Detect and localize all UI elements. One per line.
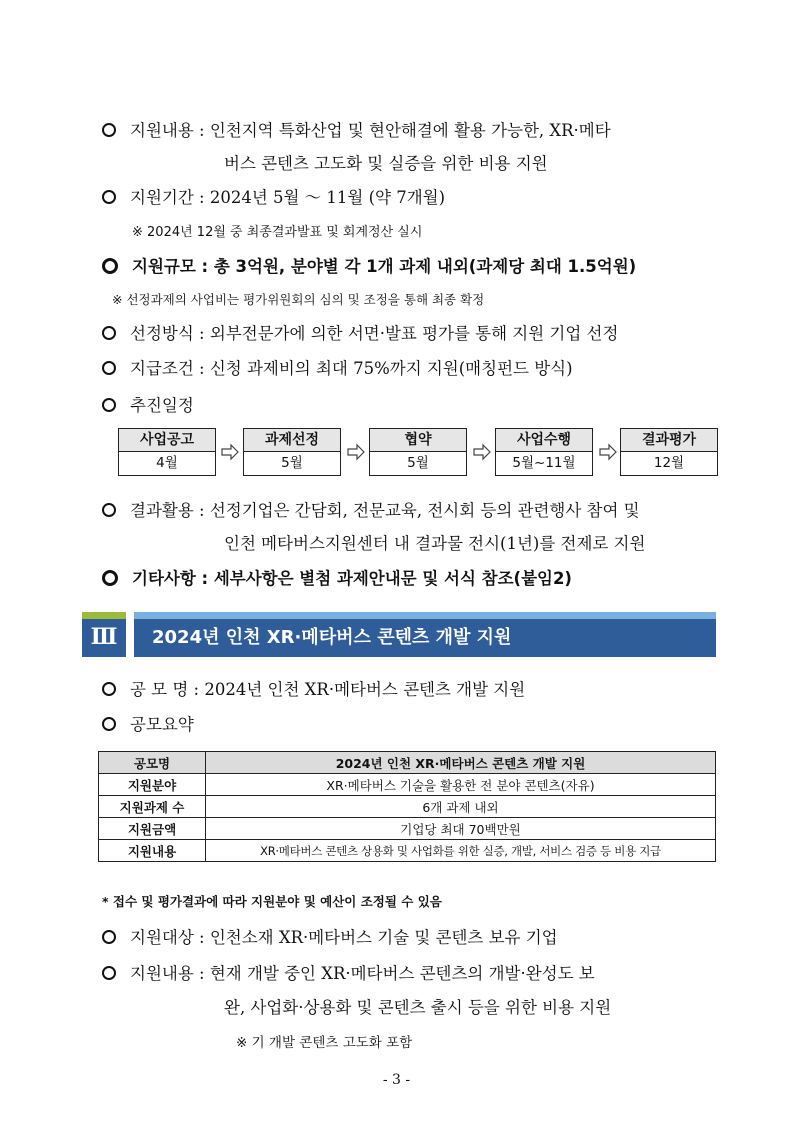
schedule-step-title: 결과평가 (621, 429, 717, 452)
bullet-circle-icon (102, 682, 116, 696)
bullet-circle-icon (102, 258, 118, 274)
period-note: ※ 2024년 12월 중 최종결과발표 및 회계정산 실시 (132, 225, 423, 240)
bullet-circle-icon (102, 326, 116, 340)
page-number: - 3 - (382, 1072, 411, 1088)
support-content-line: 지원내용 : 인천지역 특화산업 및 현안해결에 활용 가능한, XR·메타 (102, 117, 611, 141)
arrow-right-icon (472, 442, 492, 462)
table-value: XR·메타버스 콘텐츠 상용화 및 사업화를 위한 실증, 개발, 서비스 검증 등 비용 지급 (206, 840, 716, 862)
table-value: 기업당 최대 70백만원 (206, 818, 716, 840)
scale-note: ※ 선정과제의 사업비는 평가위원회의 심의 및 조정을 통해 최종 확정 (112, 292, 485, 307)
schedule-step (369, 428, 467, 476)
support-scale-line (102, 253, 636, 277)
support-content-line2: 버스 콘텐츠 고도화 및 실증을 위한 비용 지원 (224, 154, 548, 173)
table-row (99, 752, 716, 774)
table-value: 6개 과제 내외 (206, 796, 716, 818)
support-period-text: 2024년 5월 ～ 11월 (약 7개월) (209, 188, 446, 207)
schedule-step-month: 5월 (407, 455, 429, 471)
content2-note: ※ 기 개발 콘텐츠 고도화 포함 (236, 1035, 413, 1051)
selection-line: 선정방식 : 외부전문가에 의한 서면·발표 평가를 통해 지원 기업 선정 (102, 320, 618, 344)
schedule-step-title: 사업수행 (496, 429, 592, 452)
bullet-circle-icon (102, 503, 116, 517)
support-content-text: 인천지역 특화산업 및 현안해결에 활용 가능한, XR·메타 (209, 121, 611, 140)
table-value: XR·메타버스 기술을 활용한 전 분야 콘텐츠(자유) (206, 774, 716, 796)
target-line: 지원대상 : 인천소재 XR·메타버스 기술 및 콘텐츠 보유 기업 (102, 924, 558, 948)
bullet-circle-icon (102, 190, 116, 204)
support-content-label: 지원내용 (130, 121, 194, 140)
bullet-circle-icon (102, 717, 116, 731)
payment-line: 지급조건 : 신청 과제비의 최대 75%까지 지원(매칭펀드 방식) (102, 355, 573, 379)
section-title: 2024년 인천 XR·메타버스 콘텐츠 개발 지원 (152, 627, 512, 648)
arrow-right-icon (598, 442, 618, 462)
section-title-bar (134, 612, 716, 657)
table-value: 2024년 인천 XR·메타버스 콘텐츠 개발 지원 (206, 752, 716, 774)
bullet-circle-icon (102, 361, 116, 375)
bullet-circle-icon (102, 966, 116, 980)
table-row (99, 796, 716, 818)
schedule-step-month: 4월 (156, 455, 178, 471)
summary-table (98, 751, 716, 862)
support-period-line: 지원기간 : 2024년 5월 ～ 11월 (약 7개월) (102, 184, 445, 208)
arrow-right-icon (220, 442, 240, 462)
schedule-step (118, 428, 216, 476)
schedule-label-line: 추진일정 (102, 392, 194, 416)
result-use-line2: 인천 메타버스지원센터 내 결과물 전시(1년)를 전제로 지원 (224, 534, 646, 553)
table-key: 지원과제 수 (99, 796, 206, 818)
table-note: * 접수 및 평가결과에 따라 지원분야 및 예산이 조정될 수 있음 (102, 894, 442, 909)
contest-name-line: 공 모 명 : 2024년 인천 XR·메타버스 콘텐츠 개발 지원 (102, 676, 525, 700)
schedule-step (495, 428, 593, 476)
support-scale-text: 지원규모 : 총 3억원, 분야별 각 1개 과제 내외(과제당 최대 1.5억원) (132, 257, 637, 276)
schedule-flow (118, 428, 716, 476)
result-use-line: 결과활용 : 선정기업은 간담회, 전문교육, 전시회 등의 관련행사 참여 및 (102, 497, 640, 521)
schedule-step-title: 과제선정 (244, 429, 340, 452)
table-key: 지원금액 (99, 818, 206, 840)
bullet-circle-icon (102, 398, 116, 412)
support-content2-line2: 완, 사업화·상용화 및 콘텐츠 출시 등을 위한 비용 지원 (224, 998, 612, 1017)
bullet-circle-icon (102, 570, 118, 586)
arrow-right-icon (346, 442, 366, 462)
support-content2-line: 지원내용 : 현재 개발 중인 XR·메타버스 콘텐츠의 개발·완성도 보 (102, 960, 595, 984)
contest-summary-label-line: 공모요약 (102, 711, 194, 735)
schedule-step-month: 5월~11월 (512, 455, 576, 471)
section-header (82, 612, 716, 657)
table-row (99, 774, 716, 796)
table-row (99, 840, 716, 862)
schedule-step-month: 12월 (653, 455, 685, 471)
table-key: 지원내용 (99, 840, 206, 862)
table-key: 지원분야 (99, 774, 206, 796)
schedule-step-title: 사업공고 (119, 429, 215, 452)
schedule-step-title: 협약 (370, 429, 466, 452)
schedule-step-month: 5월 (281, 455, 303, 471)
schedule-step (620, 428, 718, 476)
table-key: 공모명 (99, 752, 206, 774)
schedule-step (243, 428, 341, 476)
section-number: Ⅲ (82, 612, 126, 657)
others-line: 기타사항 : 세부사항은 별첨 과제안내문 및 서식 참조(붙임2) (102, 565, 572, 589)
bullet-circle-icon (102, 123, 116, 137)
bullet-circle-icon (102, 930, 116, 944)
table-row (99, 818, 716, 840)
